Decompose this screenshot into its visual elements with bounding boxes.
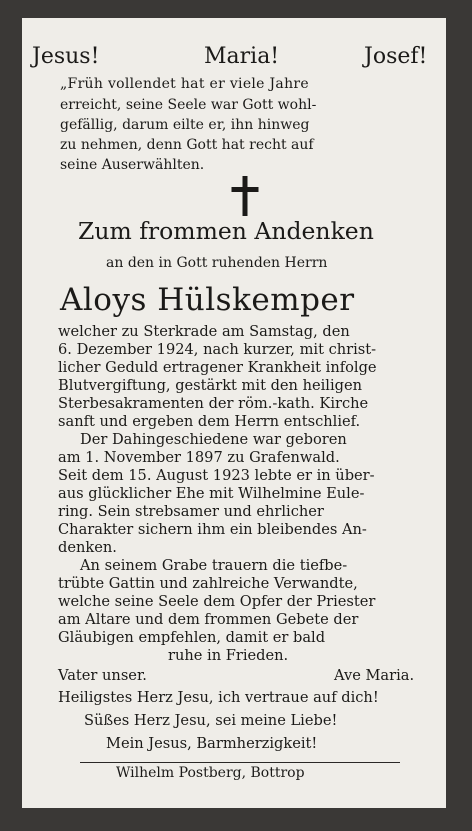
header-jesus: Jesus! [32, 44, 100, 69]
body-line: Sterbesakramenten der röm.-kath. Kirche [58, 395, 369, 412]
body-line: ruhe in Frieden. [168, 647, 289, 664]
body-line: am Altare und dem frommen Gebete der [58, 611, 359, 628]
verse-line: seine Auserwählten. [60, 157, 205, 173]
divider [80, 762, 400, 763]
body-line: Blutvergiftung, gestärkt mit den heiligen [58, 377, 363, 394]
card-subtitle: an den in Gott ruhenden Herrn [106, 255, 328, 271]
body-line: An seinem Grabe trauern die tiefbe- [80, 557, 348, 574]
body-line: Der Dahingeschiedene war geboren [80, 431, 347, 448]
invocation-line: Heiligstes Herz Jesu, ich vertraue auf dich! [58, 689, 379, 706]
body-line: Seit dem 15. August 1923 lebte er in über- [58, 467, 375, 484]
body-line: ring. Sein strebsamer und ehrlicher [58, 503, 324, 520]
body-line: Charakter sichern ihm ein bleibendes An- [58, 521, 367, 538]
cross-icon [230, 176, 260, 216]
verse-line: gefällig, darum eilte er, ihn hinweg [60, 117, 310, 133]
card-title: Zum frommen Andenken [78, 217, 374, 245]
invocation-line: Süßes Herz Jesu, sei meine Liebe! [84, 712, 338, 729]
prayer-ave-maria: Ave Maria. [334, 667, 415, 684]
body-line: aus glücklicher Ehe mit Wilhelmine Eule- [58, 485, 365, 502]
body-line: denken. [58, 539, 117, 556]
invocation-line: Mein Jesus, Barmherzigkeit! [106, 735, 318, 752]
body-line: 6. Dezember 1924, nach kurzer, mit christ- [58, 341, 377, 358]
body-line: licher Geduld ertragener Krankheit infolge [58, 359, 377, 376]
body-line: Gläubigen empfehlen, damit er bald [58, 629, 326, 646]
body-line: sanft und ergeben dem Herrn entschlief. [58, 413, 361, 430]
body-line: welcher zu Sterkrade am Samstag, den [58, 323, 350, 340]
verse-line: zu nehmen, denn Gott hat recht auf [60, 137, 314, 153]
body-line: am 1. November 1897 zu Grafenwald. [58, 449, 340, 466]
verse-line: erreicht, seine Seele war Gott wohl- [60, 97, 317, 113]
deceased-name: Aloys Hülskemper [60, 282, 355, 318]
body-line: trübte Gattin und zahlreiche Verwandte, [58, 575, 358, 592]
prayer-vater-unser: Vater unser. [58, 667, 147, 684]
verse-line: „Früh vollendet hat er viele Jahre [60, 76, 309, 92]
header-josef: Josef! [364, 44, 428, 69]
card-paper [22, 18, 446, 808]
printer-credit: Wilhelm Postberg, Bottrop [116, 765, 305, 781]
body-line: welche seine Seele dem Opfer der Priester [58, 593, 376, 610]
header-maria: Maria! [204, 44, 280, 69]
